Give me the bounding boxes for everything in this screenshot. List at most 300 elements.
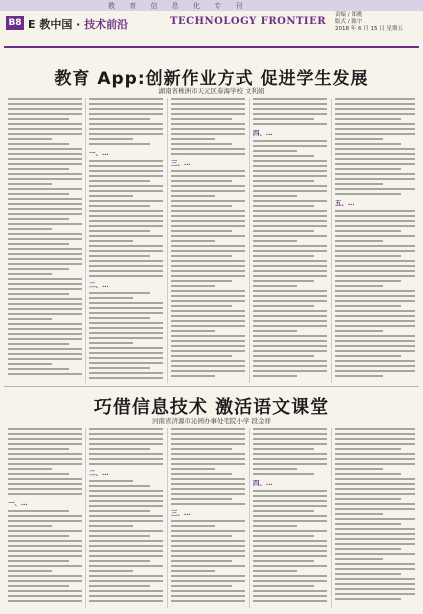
text-line [8,353,82,355]
editor-info [335,12,417,33]
text-line [253,98,327,100]
text-line [89,550,163,552]
text-line [253,285,297,287]
text-line [171,453,245,455]
text-line [171,473,232,475]
text-line [8,203,82,205]
text-line [171,108,245,110]
text-line [253,220,327,222]
text-line [89,210,163,212]
text-line [335,468,383,470]
text-line [171,220,245,222]
text-line [89,555,163,557]
text-line [335,533,415,535]
text-line [335,375,383,377]
text-line [335,158,415,160]
text-line [89,585,150,587]
text-line [253,570,297,572]
text-line [89,275,163,277]
text-line [89,357,163,359]
text-line [171,265,245,267]
text-line [89,220,163,222]
text-line [335,365,415,367]
text-line [171,433,245,435]
text-line [89,160,163,162]
text-line [8,288,82,290]
text-line [335,255,401,257]
text-line [171,138,215,140]
column-rule [249,98,250,383]
text-line [335,355,401,357]
text-line [253,300,327,302]
text-line [8,103,82,105]
text-line [89,292,150,294]
text-line [89,505,163,507]
text-line [253,180,314,182]
text-line [171,345,245,347]
text-line [171,580,245,582]
text-line [89,312,163,314]
text-line [8,515,82,517]
text-line [89,165,163,167]
text-line [8,463,82,465]
section-subhead: 二、… [89,469,109,477]
text-line [89,490,163,492]
text-line [171,468,215,470]
text-line [253,448,314,450]
text-line [253,540,327,542]
text-line [171,493,245,495]
text-line [8,520,82,522]
text-line [335,340,415,342]
article2-column-2 [89,428,163,608]
text-line [171,180,232,182]
column-rule [85,428,86,608]
text-line [253,520,327,522]
text-line [335,240,383,242]
article1-title: 教育 App:创新作业方式 促进学生发展 [54,69,369,89]
column-rule [167,428,168,608]
text-line [89,260,163,262]
text-line [253,240,297,242]
text-line [171,550,245,552]
text-line [8,263,82,265]
text-line [8,208,82,210]
text-line [171,463,245,465]
text-line [8,540,82,542]
text-line [171,560,232,562]
text-line [89,317,150,319]
text-line [8,448,69,450]
text-line [171,113,245,115]
text-line [253,305,314,307]
text-line [253,320,327,322]
text-line [8,143,69,145]
text-line [171,483,245,485]
text-line [253,255,314,257]
text-line [335,133,415,135]
text-line [8,535,69,537]
text-line [335,270,415,272]
text-line [171,325,245,327]
text-line [89,545,163,547]
text-line [8,595,82,597]
text-line [171,270,245,272]
text-line [335,245,415,247]
text-line [8,368,69,370]
text-line [253,225,327,227]
text-line [89,190,163,192]
text-line [89,337,163,339]
text-line [335,113,415,115]
text-line [335,443,415,445]
text-line [171,595,245,597]
text-line [253,443,327,445]
text-line [8,333,82,335]
text-line [8,343,69,345]
text-line [89,128,163,130]
text-line [8,358,82,360]
text-line [335,103,415,105]
text-line [335,473,401,475]
text-line [8,178,82,180]
article1-column-2 [89,98,163,383]
text-line [335,558,383,560]
text-line [171,310,245,312]
article1-column-3 [171,98,245,383]
text-line [89,200,163,202]
text-line [335,598,401,600]
text-line [335,503,415,505]
masthead [0,12,423,48]
text-line [335,448,401,450]
article2-column-5 [335,428,415,608]
text-line [253,210,327,212]
text-line [8,590,82,592]
text-line [8,348,82,350]
text-line [253,355,314,357]
text-line [8,273,52,275]
text-line [335,453,415,455]
text-line [8,438,82,440]
text-line [253,340,327,342]
text-line [8,198,82,200]
text-line [253,580,327,582]
text-line [335,250,415,252]
text-line [89,560,150,562]
text-line [171,290,245,292]
text-line [89,352,163,354]
text-line [335,578,415,580]
text-line [335,543,415,545]
text-line [253,150,297,152]
text-line [171,240,215,242]
text-line [8,525,52,527]
text-line [253,265,327,267]
text-line [8,468,52,470]
text-line [253,545,327,547]
text-line [89,175,163,177]
text-line [8,158,82,160]
text-line [171,360,245,362]
text-line [8,433,82,435]
text-line [89,143,150,145]
text-line [8,133,82,135]
text-line [8,283,82,285]
text-line [335,230,401,232]
text-line [171,478,245,480]
text-line [8,243,69,245]
section-name-english: TECHNOLOGY FRONTIER [170,16,327,27]
text-line [89,98,163,100]
text-line [335,523,401,525]
text-line [89,307,163,309]
text-line [335,315,415,317]
text-line [335,508,415,510]
text-line [171,250,245,252]
text-line [253,473,314,475]
text-line [89,205,150,207]
text-line [335,220,415,222]
text-line [335,108,415,110]
text-line [89,245,163,247]
section-subhead: 一、… [8,499,28,507]
section-subhead: 四、… [253,479,273,487]
text-line [335,498,401,500]
text-line [8,428,82,430]
text-line [171,205,232,207]
text-line [171,575,245,577]
text-line [89,250,163,252]
text-line [8,298,82,300]
text-line [8,138,52,140]
text-line [253,560,314,562]
text-line [8,488,82,490]
text-line [8,585,69,587]
text-line [253,515,327,517]
text-line [89,133,163,135]
text-line [335,483,415,485]
text-line [8,168,69,170]
text-line [171,545,245,547]
text-line [89,240,133,242]
text-line [8,183,52,185]
text-line [89,565,163,567]
text-line [171,498,232,500]
text-line [253,595,327,597]
text-line [253,500,327,502]
text-line [89,108,163,110]
text-line [335,148,415,150]
text-line [253,260,327,262]
text-line [335,320,415,322]
article1-column-4 [253,98,327,383]
text-line [253,463,327,465]
paper-prefix: E 教中国 · [28,18,85,31]
text-line [335,310,415,312]
text-line [335,528,415,530]
text-line [253,295,327,297]
text-line [171,458,245,460]
text-line [89,535,150,537]
text-line [335,345,415,347]
text-line [335,173,415,175]
text-line [171,375,215,377]
text-line [171,365,245,367]
text-line [253,555,327,557]
text-line [253,195,297,197]
text-line [89,367,150,369]
text-line [171,295,245,297]
text-line [89,297,133,299]
article1-column-5 [335,98,415,383]
text-line [335,300,415,302]
text-line [89,510,150,512]
text-line [89,428,163,430]
text-line [253,280,314,282]
text-line [171,335,245,337]
text-line [8,213,82,215]
text-line [335,563,415,565]
text-line [335,360,415,362]
text-line [89,377,163,379]
column-rule [167,98,168,383]
text-line [335,438,415,440]
text-line [335,588,415,590]
text-line [253,330,297,332]
text-line [253,235,327,237]
top-band [0,0,423,11]
text-line [253,350,327,352]
text-line [253,495,327,497]
text-line [171,448,232,450]
section-name: 技术前沿 [84,18,129,31]
text-line [8,510,69,512]
editor-line: 责编 / 郑桃 [335,12,363,18]
text-line [171,355,232,357]
text-line [89,113,163,115]
text-line [89,138,133,140]
text-line [8,565,82,567]
text-line [89,590,163,592]
text-line [335,548,401,550]
text-line [8,128,82,130]
text-line [253,170,327,172]
text-line [335,478,415,480]
text-line [253,215,327,217]
text-line [89,438,163,440]
text-line [89,347,163,349]
text-line [253,205,314,207]
text-line [253,123,327,125]
text-line [8,123,82,125]
date-line: 2018 年 6 月 15 日 星期五 [335,26,403,32]
text-line [89,515,163,517]
text-line [8,193,69,195]
text-line [171,255,232,257]
text-line [171,215,245,217]
text-line [335,518,415,520]
text-line [253,525,297,527]
text-line [171,133,245,135]
text-line [171,190,245,192]
top-band-title: 教 育 信 息 化 专 刊 [108,2,249,10]
text-line [8,218,69,220]
text-line [171,275,245,277]
text-line [171,195,215,197]
text-line [335,493,415,495]
text-line [171,600,245,602]
article2-title: 巧借信息技术 激活语文课堂 [93,397,330,418]
text-line [8,373,82,375]
text-line [253,175,327,177]
section-subhead: 三、… [171,159,191,167]
text-line [171,565,245,567]
text-line [8,118,69,120]
text-line [335,593,415,595]
text-line [89,530,163,532]
text-line [253,468,297,470]
article-divider [4,386,419,387]
text-line [89,302,163,304]
text-line [335,290,415,292]
text-line [89,215,163,217]
text-line [171,225,245,227]
text-line [171,520,245,522]
text-line [89,463,163,465]
text-line [89,372,163,374]
text-line [335,573,401,575]
text-line [171,540,245,542]
text-line [335,265,415,267]
text-line [253,428,327,430]
text-line [335,295,415,297]
text-line [253,275,327,277]
text-line [89,230,150,232]
text-line [171,428,245,430]
section-subhead: 三、… [171,509,191,517]
text-line [253,550,327,552]
text-line [335,325,415,327]
text-line [8,253,82,255]
text-line [253,325,327,327]
text-line [335,183,383,185]
text-line [171,350,245,352]
text-line [335,513,383,515]
text-line [8,458,82,460]
text-line [253,335,327,337]
text-line [171,525,215,527]
text-line [335,118,401,120]
text-line [8,555,82,557]
text-line [8,570,52,572]
text-line [253,510,314,512]
text-line [8,453,82,455]
text-line [253,505,327,507]
text-line [171,210,245,212]
text-line [89,520,163,522]
text-line [335,193,401,195]
text-line [89,327,163,329]
text-line [8,278,82,280]
text-line [89,235,163,237]
text-line [253,345,327,347]
text-line [171,285,215,287]
text-line [171,590,245,592]
text-line [253,140,327,142]
text-line [89,195,133,197]
text-line [171,503,245,505]
